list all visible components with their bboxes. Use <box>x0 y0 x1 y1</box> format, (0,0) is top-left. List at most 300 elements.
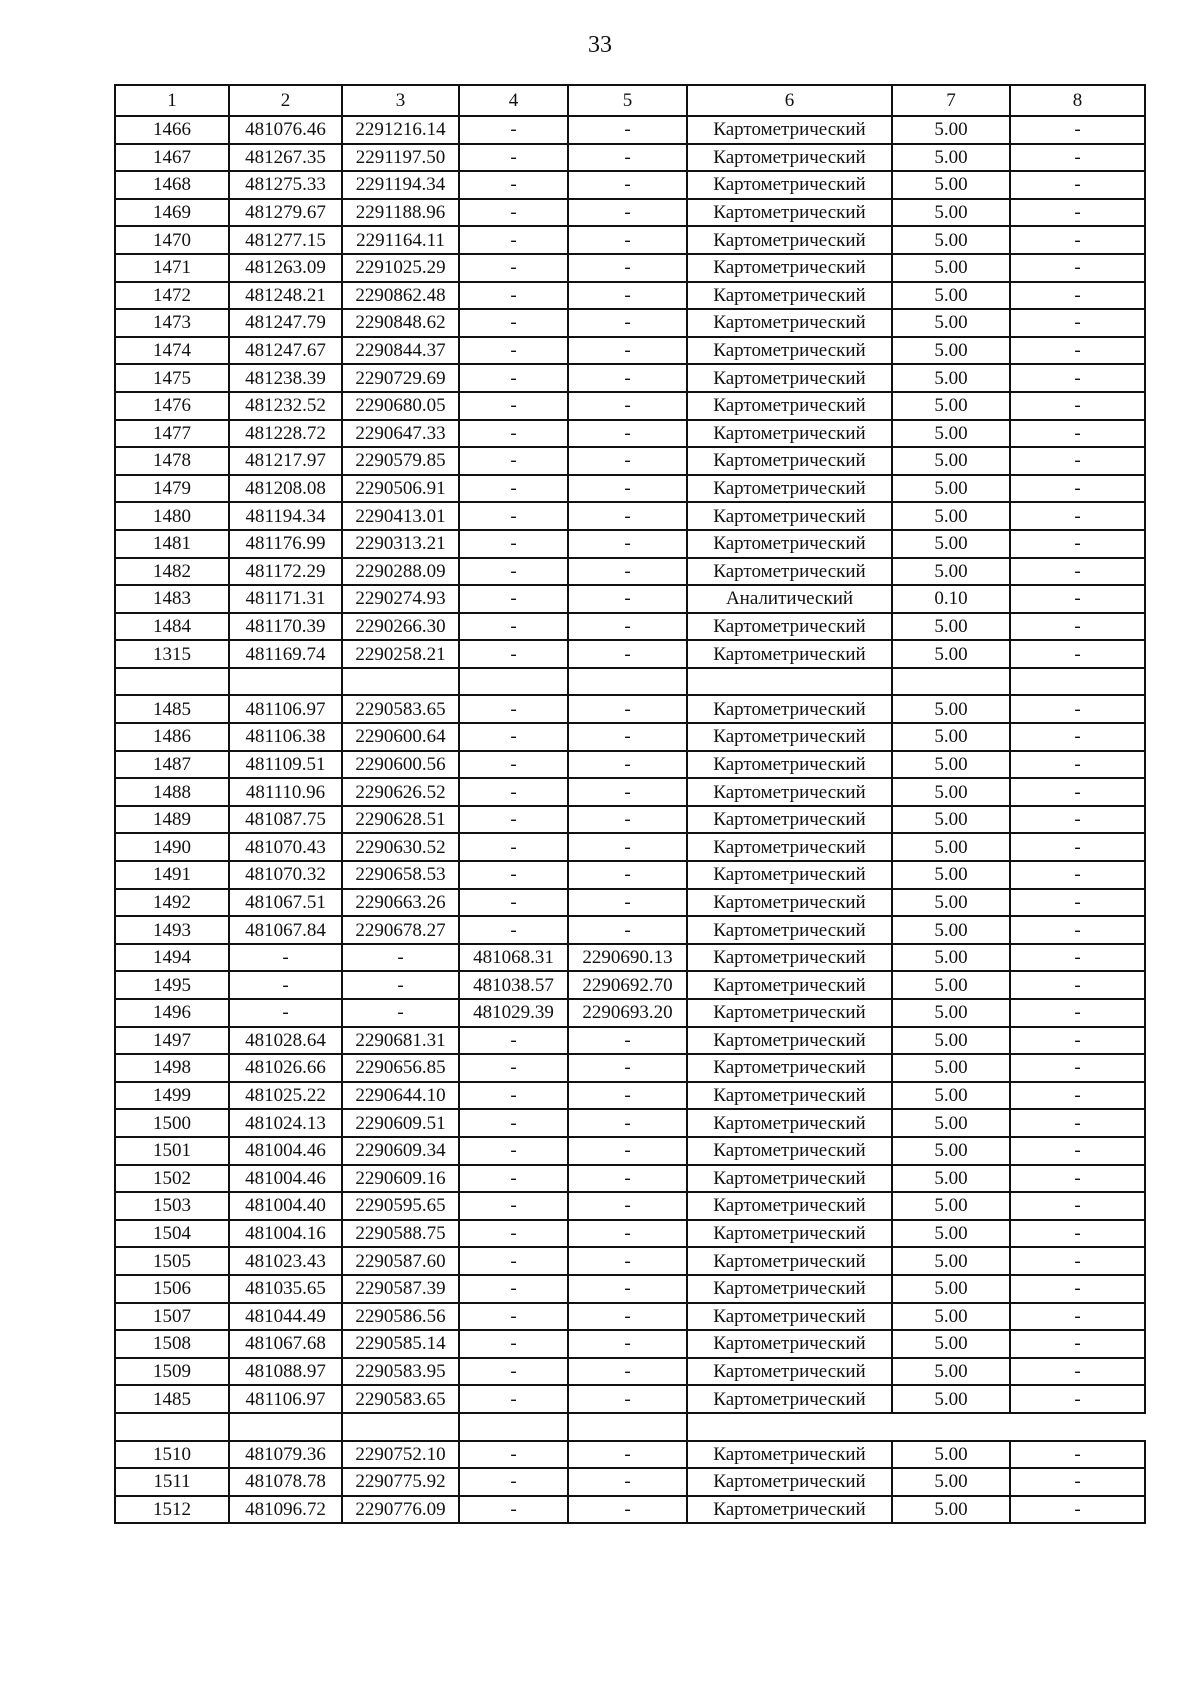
table-cell: Картометрический <box>687 530 892 558</box>
table-cell: - <box>568 1247 687 1275</box>
table-cell: - <box>459 889 568 917</box>
table-cell: - <box>459 1165 568 1193</box>
table-cell: 1501 <box>115 1137 229 1165</box>
table-cell: 1506 <box>115 1275 229 1303</box>
table-row <box>115 144 1145 172</box>
table-cell: - <box>1010 1165 1145 1193</box>
page-number: 33 <box>588 32 612 58</box>
table-cell: 481070.43 <box>229 833 342 861</box>
table-cell: 5.00 <box>892 1385 1010 1413</box>
table-cell: - <box>568 1385 687 1413</box>
table-cell: - <box>459 833 568 861</box>
table-cell: - <box>459 1358 568 1386</box>
table-cell: 1499 <box>115 1082 229 1110</box>
table-row <box>115 226 1145 254</box>
empty-cell <box>568 668 687 696</box>
table-cell: Картометрический <box>687 420 892 448</box>
table-cell: - <box>1010 999 1145 1027</box>
table-cell: 2290313.21 <box>342 530 459 558</box>
table-cell: - <box>342 999 459 1027</box>
table-row <box>115 502 1145 530</box>
table-cell: - <box>1010 447 1145 475</box>
table-cell: 5.00 <box>892 640 1010 668</box>
table-cell: 481004.16 <box>229 1220 342 1248</box>
table-header-row <box>115 85 1145 116</box>
table-cell: 481078.78 <box>229 1468 342 1496</box>
table-cell: - <box>1010 254 1145 282</box>
table-cell: Картометрический <box>687 971 892 999</box>
table-cell: 1467 <box>115 144 229 172</box>
table-cell: - <box>459 1027 568 1055</box>
table-cell: - <box>1010 613 1145 641</box>
table-cell: 481275.33 <box>229 171 342 199</box>
table-row <box>115 171 1145 199</box>
table-cell: 5.00 <box>892 144 1010 172</box>
table-cell: - <box>1010 475 1145 503</box>
table-cell: Картометрический <box>687 1137 892 1165</box>
column-header: 6 <box>687 85 892 116</box>
table-cell: 481035.65 <box>229 1275 342 1303</box>
table-cell: - <box>459 1385 568 1413</box>
table-cell: - <box>459 1054 568 1082</box>
table-cell: - <box>1010 226 1145 254</box>
table-cell: - <box>1010 1330 1145 1358</box>
table-cell: - <box>459 171 568 199</box>
table-row <box>115 364 1145 392</box>
table-cell: 2290693.20 <box>568 999 687 1027</box>
table-cell: 2290609.16 <box>342 1165 459 1193</box>
table-cell: - <box>1010 1082 1145 1110</box>
table-cell: 1511 <box>115 1468 229 1496</box>
table-cell: 481029.39 <box>459 999 568 1027</box>
table-cell: Картометрический <box>687 1165 892 1193</box>
table-row <box>115 1358 1145 1386</box>
empty-cell <box>342 668 459 696</box>
table-cell: 5.00 <box>892 916 1010 944</box>
table-cell: - <box>459 199 568 227</box>
table-cell: 2290630.52 <box>342 833 459 861</box>
table-cell: - <box>568 199 687 227</box>
table-row <box>115 1303 1145 1331</box>
table-cell: - <box>1010 640 1145 668</box>
table-cell: 5.00 <box>892 1468 1010 1496</box>
table-cell: 2290644.10 <box>342 1082 459 1110</box>
table-cell: Картометрический <box>687 695 892 723</box>
table-row <box>115 1247 1145 1275</box>
table-cell: 481194.34 <box>229 502 342 530</box>
table-cell: 2290600.56 <box>342 751 459 779</box>
table-cell: - <box>1010 1358 1145 1386</box>
table-cell: Картометрический <box>687 889 892 917</box>
empty-cell <box>229 668 342 696</box>
table-cell: 481169.74 <box>229 640 342 668</box>
table-cell: - <box>459 806 568 834</box>
column-header: 1 <box>115 85 229 116</box>
table-cell: 481217.97 <box>229 447 342 475</box>
table-cell: 1494 <box>115 944 229 972</box>
table-cell: 1503 <box>115 1192 229 1220</box>
table-cell: 481109.51 <box>229 751 342 779</box>
table-cell: Картометрический <box>687 613 892 641</box>
table-cell: - <box>459 778 568 806</box>
table-row <box>115 613 1145 641</box>
table-cell: 5.00 <box>892 1192 1010 1220</box>
table-cell: 5.00 <box>892 1109 1010 1137</box>
table-cell: 1482 <box>115 558 229 586</box>
table-cell: Картометрический <box>687 806 892 834</box>
table-cell: - <box>1010 751 1145 779</box>
table-cell: - <box>459 1137 568 1165</box>
column-header: 7 <box>892 85 1010 116</box>
table-cell: - <box>1010 889 1145 917</box>
table-cell: Картометрический <box>687 226 892 254</box>
table-cell: Картометрический <box>687 475 892 503</box>
table-cell: 1509 <box>115 1358 229 1386</box>
table-cell: 5.00 <box>892 309 1010 337</box>
table-cell: Картометрический <box>687 392 892 420</box>
table-cell: - <box>568 447 687 475</box>
table-cell: 2290600.64 <box>342 723 459 751</box>
table-cell: 481087.75 <box>229 806 342 834</box>
table-cell: 5.00 <box>892 1496 1010 1524</box>
table-cell: Картометрический <box>687 309 892 337</box>
table-cell: 1479 <box>115 475 229 503</box>
empty-cell <box>459 1413 568 1441</box>
table-cell: 481070.32 <box>229 861 342 889</box>
table-cell: - <box>568 1468 687 1496</box>
table-cell: 1498 <box>115 1054 229 1082</box>
table-cell: 1478 <box>115 447 229 475</box>
table-cell: - <box>459 144 568 172</box>
table-cell: 5.00 <box>892 337 1010 365</box>
table-cell: 481238.39 <box>229 364 342 392</box>
table-row <box>115 1137 1145 1165</box>
table-cell: - <box>229 944 342 972</box>
table-cell: 5.00 <box>892 171 1010 199</box>
table-cell: - <box>1010 199 1145 227</box>
table-cell: 481106.97 <box>229 695 342 723</box>
table-cell: - <box>1010 806 1145 834</box>
table-row <box>115 1275 1145 1303</box>
table-cell: Картометрический <box>687 254 892 282</box>
table-row <box>115 723 1145 751</box>
table-cell: - <box>1010 1192 1145 1220</box>
table-cell: 2291194.34 <box>342 171 459 199</box>
empty-cell <box>687 1413 892 1441</box>
table-cell: 2290587.60 <box>342 1247 459 1275</box>
table-cell: 481079.36 <box>229 1441 342 1469</box>
table-cell: 5.00 <box>892 1441 1010 1469</box>
table-cell: - <box>568 309 687 337</box>
table-cell: - <box>1010 944 1145 972</box>
table-cell: - <box>1010 585 1145 613</box>
table-cell: - <box>459 916 568 944</box>
table-cell: Картометрический <box>687 1027 892 1055</box>
table-row <box>115 1468 1145 1496</box>
table-cell: 5.00 <box>892 282 1010 310</box>
table-cell: 2290663.26 <box>342 889 459 917</box>
table-cell: 5.00 <box>892 530 1010 558</box>
table-cell: - <box>229 971 342 999</box>
table-cell: 1496 <box>115 999 229 1027</box>
table-cell: - <box>459 695 568 723</box>
table-cell: - <box>459 116 568 144</box>
table-cell: 2290585.14 <box>342 1330 459 1358</box>
table-cell: 2290588.75 <box>342 1220 459 1248</box>
table-cell: - <box>1010 1496 1145 1524</box>
table-cell: - <box>1010 695 1145 723</box>
table-cell: 5.00 <box>892 861 1010 889</box>
table-cell: - <box>568 1303 687 1331</box>
table-cell: - <box>342 944 459 972</box>
table-cell: - <box>1010 502 1145 530</box>
table-cell: - <box>568 364 687 392</box>
table-cell: Картометрический <box>687 1468 892 1496</box>
table-cell: 2290678.27 <box>342 916 459 944</box>
table-cell: 481106.38 <box>229 723 342 751</box>
table-cell: - <box>459 751 568 779</box>
table-row <box>115 1220 1145 1248</box>
table-cell: 2290258.21 <box>342 640 459 668</box>
table-cell: 481267.35 <box>229 144 342 172</box>
table-cell: - <box>568 1441 687 1469</box>
table-cell: 1512 <box>115 1496 229 1524</box>
table-cell: - <box>568 723 687 751</box>
table-cell: 2290413.01 <box>342 502 459 530</box>
table-cell: - <box>459 861 568 889</box>
table-cell: - <box>568 1165 687 1193</box>
table-cell: Картометрический <box>687 144 892 172</box>
table-cell: - <box>1010 1385 1145 1413</box>
table-cell: - <box>459 1247 568 1275</box>
table-cell: 1505 <box>115 1247 229 1275</box>
table-cell: 2290862.48 <box>342 282 459 310</box>
empty-cell <box>892 668 1010 696</box>
table-cell: Картометрический <box>687 1054 892 1082</box>
table-cell: 1472 <box>115 282 229 310</box>
separator-row <box>115 668 1145 696</box>
table-cell: 1508 <box>115 1330 229 1358</box>
table-cell: 2291216.14 <box>342 116 459 144</box>
table-cell: 2290656.85 <box>342 1054 459 1082</box>
table-cell: 1315 <box>115 640 229 668</box>
table-cell: 2290775.92 <box>342 1468 459 1496</box>
table-cell: 5.00 <box>892 778 1010 806</box>
table-cell: 481004.46 <box>229 1137 342 1165</box>
table-cell: - <box>1010 392 1145 420</box>
table-cell: 2291164.11 <box>342 226 459 254</box>
table-cell: - <box>459 1192 568 1220</box>
empty-cell <box>687 668 892 696</box>
table-cell: - <box>229 999 342 1027</box>
table-cell: 481067.68 <box>229 1330 342 1358</box>
table-cell: 1497 <box>115 1027 229 1055</box>
table-cell: - <box>459 502 568 530</box>
table-cell: 2290583.65 <box>342 1385 459 1413</box>
table-cell: - <box>459 558 568 586</box>
table-cell: 2290690.13 <box>568 944 687 972</box>
table-cell: 1490 <box>115 833 229 861</box>
table-cell: Картометрический <box>687 199 892 227</box>
table-cell: 2290583.65 <box>342 695 459 723</box>
table-cell: - <box>568 530 687 558</box>
table-cell: - <box>568 116 687 144</box>
table-cell: 5.00 <box>892 723 1010 751</box>
table-cell: 5.00 <box>892 1027 1010 1055</box>
table-cell: - <box>1010 116 1145 144</box>
table-cell: 2290848.62 <box>342 309 459 337</box>
table-cell: - <box>459 1109 568 1137</box>
table-cell: 1485 <box>115 1385 229 1413</box>
table-cell: 481248.21 <box>229 282 342 310</box>
table-cell: 5.00 <box>892 1330 1010 1358</box>
table-cell: 481088.97 <box>229 1358 342 1386</box>
table-cell: Картометрический <box>687 916 892 944</box>
table-row <box>115 944 1145 972</box>
table-cell: Картометрический <box>687 778 892 806</box>
table-cell: - <box>568 889 687 917</box>
table-cell: - <box>1010 916 1145 944</box>
table-cell: 1477 <box>115 420 229 448</box>
empty-cell <box>1010 668 1145 696</box>
table-cell: - <box>459 1220 568 1248</box>
table-cell: - <box>568 1220 687 1248</box>
table-cell: Картометрический <box>687 944 892 972</box>
table-cell: 1471 <box>115 254 229 282</box>
table-cell: - <box>1010 364 1145 392</box>
table-cell: 1485 <box>115 695 229 723</box>
table-row <box>115 1082 1145 1110</box>
table-cell: 1502 <box>115 1165 229 1193</box>
table-cell: 481176.99 <box>229 530 342 558</box>
table-cell: - <box>1010 833 1145 861</box>
table-cell: Аналитический <box>687 585 892 613</box>
table-row <box>115 889 1145 917</box>
table-cell: - <box>459 364 568 392</box>
table-cell: 1493 <box>115 916 229 944</box>
table-cell: Картометрический <box>687 640 892 668</box>
table-cell: 2290626.52 <box>342 778 459 806</box>
table-row <box>115 1385 1145 1413</box>
table-cell: 2290844.37 <box>342 337 459 365</box>
table-row <box>115 1496 1145 1524</box>
table-cell: 481044.49 <box>229 1303 342 1331</box>
table-cell: - <box>1010 420 1145 448</box>
table-cell: - <box>459 1082 568 1110</box>
table-cell: 2290680.05 <box>342 392 459 420</box>
table-cell: Картометрический <box>687 171 892 199</box>
table-cell: Картометрический <box>687 1275 892 1303</box>
table-cell: 1483 <box>115 585 229 613</box>
table-cell: 5.00 <box>892 1137 1010 1165</box>
table-cell: 1481 <box>115 530 229 558</box>
table-cell: - <box>568 392 687 420</box>
table-cell: 5.00 <box>892 971 1010 999</box>
table-cell: - <box>459 1496 568 1524</box>
table-cell: - <box>568 833 687 861</box>
table-cell: Картометрический <box>687 1330 892 1358</box>
table-cell: - <box>568 1082 687 1110</box>
table-cell: 5.00 <box>892 420 1010 448</box>
table-cell: - <box>1010 1247 1145 1275</box>
table-cell: Картометрический <box>687 999 892 1027</box>
table-cell: 2290579.85 <box>342 447 459 475</box>
table-cell: 1466 <box>115 116 229 144</box>
table-cell: 1495 <box>115 971 229 999</box>
coordinates-table <box>114 84 1146 1524</box>
table-cell: - <box>568 282 687 310</box>
table-cell: - <box>568 1330 687 1358</box>
table-cell: 481247.67 <box>229 337 342 365</box>
table-cell: - <box>568 558 687 586</box>
table-cell: 1486 <box>115 723 229 751</box>
table-cell: - <box>459 1275 568 1303</box>
table-cell: 5.00 <box>892 695 1010 723</box>
table-cell: - <box>568 695 687 723</box>
table-cell: 1492 <box>115 889 229 917</box>
table-row <box>115 1054 1145 1082</box>
table-cell: 481110.96 <box>229 778 342 806</box>
table-cell: 2290628.51 <box>342 806 459 834</box>
table-cell: 5.00 <box>892 199 1010 227</box>
table-cell: 1476 <box>115 392 229 420</box>
table-cell: - <box>459 1330 568 1358</box>
empty-cell <box>892 1413 1010 1441</box>
table-cell: - <box>568 1054 687 1082</box>
table-cell: - <box>568 916 687 944</box>
table-cell: - <box>459 640 568 668</box>
table-row <box>115 282 1145 310</box>
table-cell: - <box>459 392 568 420</box>
table-cell: 5.00 <box>892 1358 1010 1386</box>
table-cell: 481172.29 <box>229 558 342 586</box>
table-cell: 1480 <box>115 502 229 530</box>
table-cell: 5.00 <box>892 447 1010 475</box>
table-row <box>115 1441 1145 1469</box>
table-cell: - <box>568 613 687 641</box>
table-cell: - <box>459 282 568 310</box>
table-row <box>115 420 1145 448</box>
table-cell: 481263.09 <box>229 254 342 282</box>
table-row <box>115 392 1145 420</box>
table-cell: 5.00 <box>892 502 1010 530</box>
table-cell: - <box>1010 1027 1145 1055</box>
column-header: 8 <box>1010 85 1145 116</box>
table-cell: - <box>568 171 687 199</box>
table-cell: - <box>1010 144 1145 172</box>
table-row <box>115 640 1145 668</box>
table-body <box>115 116 1145 1523</box>
table-row <box>115 309 1145 337</box>
table-cell: Картометрический <box>687 751 892 779</box>
table-cell: 1470 <box>115 226 229 254</box>
empty-cell <box>115 668 229 696</box>
table-cell: 2290609.34 <box>342 1137 459 1165</box>
table-cell: 2291025.29 <box>342 254 459 282</box>
table-cell: - <box>1010 778 1145 806</box>
table-cell: - <box>459 226 568 254</box>
table-cell: 5.00 <box>892 613 1010 641</box>
table-row <box>115 530 1145 558</box>
table-cell: 481228.72 <box>229 420 342 448</box>
table-cell: 1510 <box>115 1441 229 1469</box>
table-cell: - <box>568 1275 687 1303</box>
table-cell: 481277.15 <box>229 226 342 254</box>
table-cell: 5.00 <box>892 833 1010 861</box>
table-cell: Картометрический <box>687 282 892 310</box>
table-row <box>115 1027 1145 1055</box>
table-cell: 5.00 <box>892 364 1010 392</box>
